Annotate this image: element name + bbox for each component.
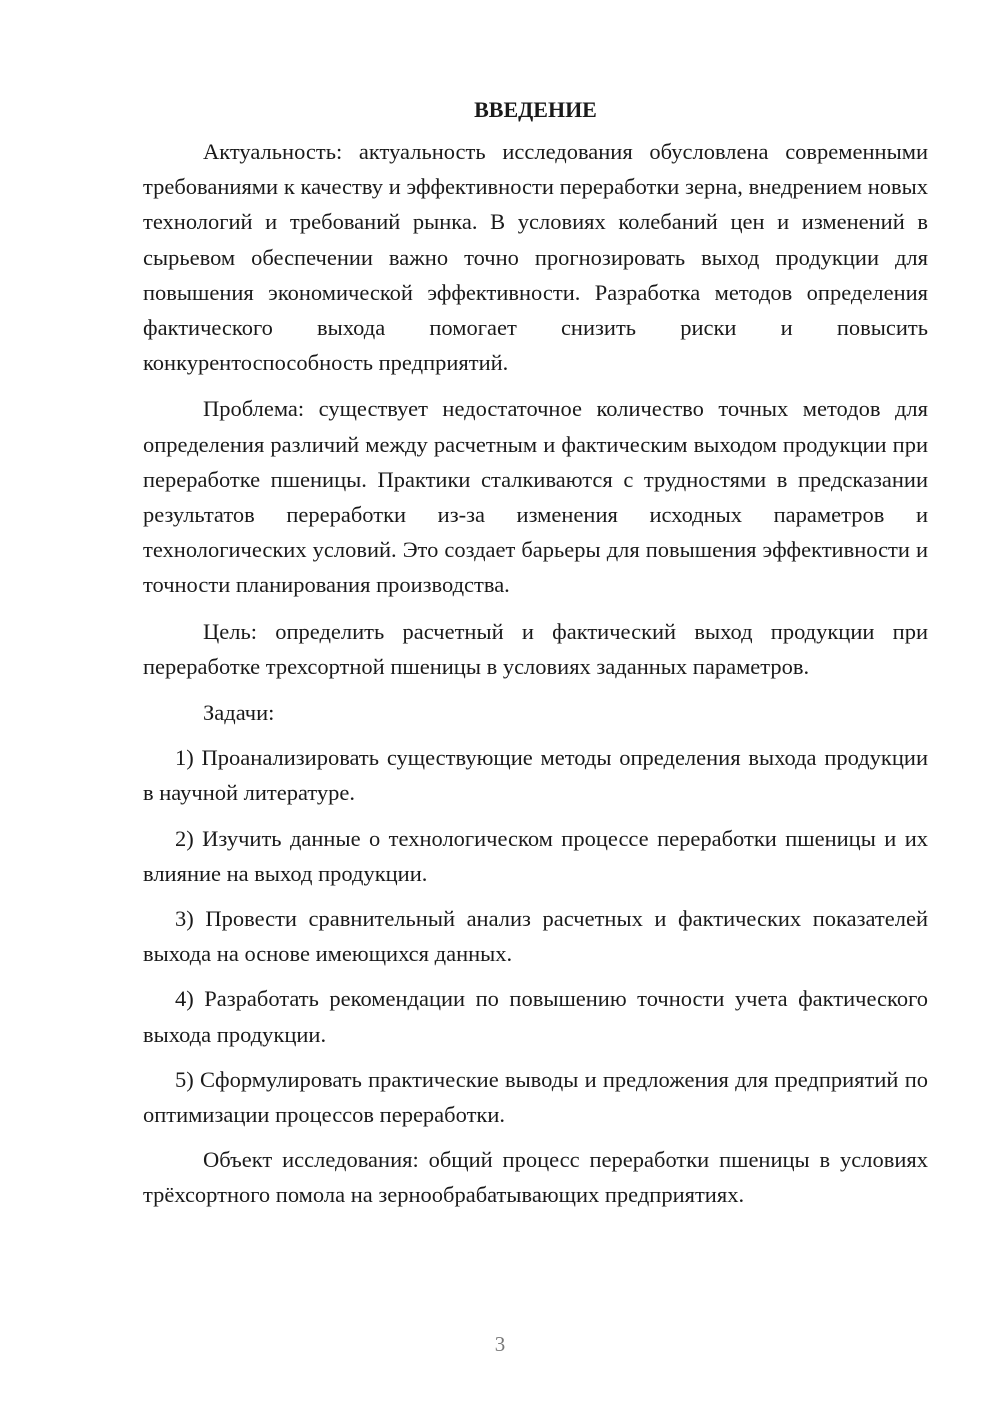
goal-paragraph: Цель: определить расчетный и фактический выход продукции при переработке трехсортной пшеницы в условиях заданных параметров. bbox=[143, 618, 928, 679]
document-page bbox=[143, 92, 928, 1213]
task-item: 5) Сформулировать практические выводы и предложения для предприятий по оптимизации процессов переработки. bbox=[143, 1066, 928, 1128]
task-item: 4) Разработать рекомендации по повышению точности учета фактического выхода продукции. bbox=[143, 986, 928, 1047]
task-item: 1) Проанализировать существующие методы определения выхода продукции в научной литературе. bbox=[143, 745, 928, 806]
object-paragraph: Объект исследования: общий процесс переработки пшеницы в условиях трёхсортного помола на зернообрабатывающих предприятиях. bbox=[143, 1147, 928, 1208]
section-heading: ВВЕДЕНИЕ bbox=[474, 97, 597, 122]
task-item: 3) Провести сравнительный анализ расчетных и фактических показателей выхода на основе имеющихся данных. bbox=[143, 906, 928, 967]
page-number: 3 bbox=[494, 1332, 506, 1356]
relevance-paragraph: Актуальность: актуальность исследования обусловлена современными требованиями к качеству и эффективности переработки зерна, внедрением новых технологий и требований рынка. В условиях колебаний цен и изменений в сырьевом обеспечении важно точно прогнозировать выход продукции для повышения экономической эффективности. Разработка методов определения фактического выхода помогает снизить риски и повысить конкурентоспособность предприятий. bbox=[143, 139, 928, 376]
task-item: 2) Изучить данные о технологическом процессе переработки пшеницы и их влияние на выход продукции. bbox=[143, 825, 928, 886]
task-list bbox=[143, 740, 928, 1132]
tasks-label: Задачи: bbox=[203, 700, 275, 726]
problem-paragraph: Проблема: существует недостаточное количество точных методов для определения различий между расчетным и фактическим выходом продукции при переработке пшеницы. Практики сталкиваются с трудностями в предсказании результатов переработки из-за изменения исходных параметров и технологических условий. Это создает барьеры для повышения эффективности и точности планирования производства. bbox=[143, 396, 928, 598]
